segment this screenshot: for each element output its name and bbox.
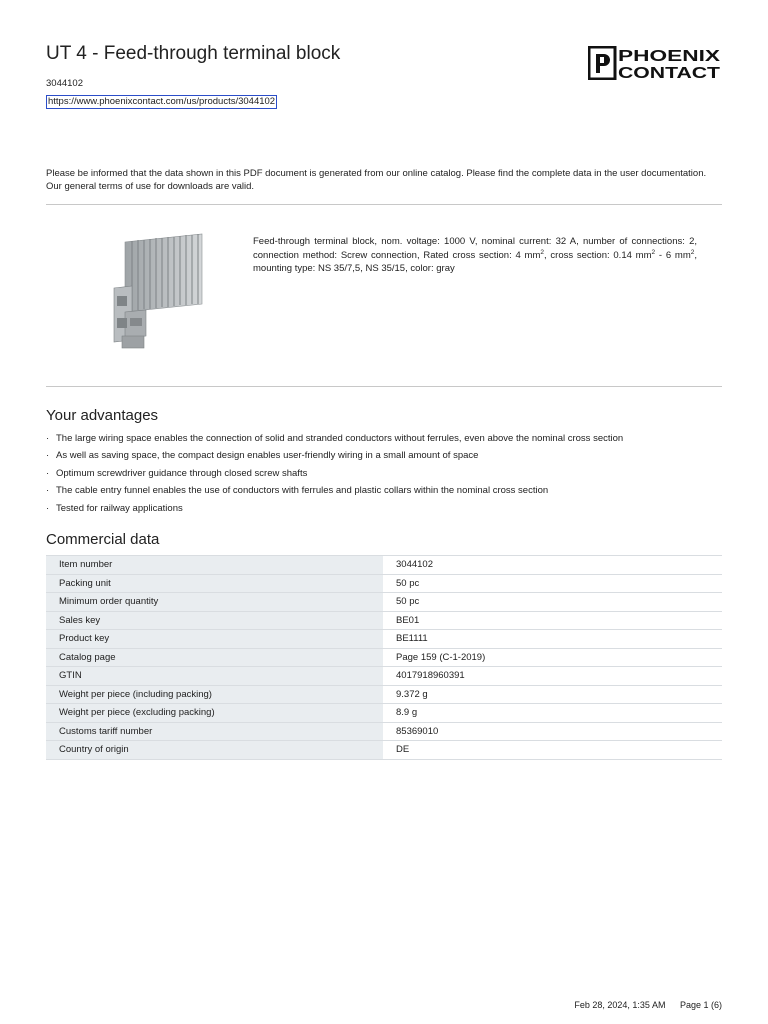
list-item: · The cable entry funnel enables the use of conductors with ferrules and plastic collars within the nominal cross section (46, 485, 549, 497)
bullet-icon: · (46, 450, 50, 462)
list-item: · The large wiring space enables the connection of solid and stranded conductors without ferrules, even above the nominal cross section (46, 433, 624, 444)
divider (46, 204, 722, 205)
footer-date: Feb 28, 2024, 1:35 AM (574, 1000, 666, 1010)
list-item: · Tested for railway applications (46, 502, 183, 514)
item-code: 3044102 (46, 78, 83, 89)
commercial-data-table (46, 555, 722, 760)
bullet-icon: · (46, 433, 50, 444)
product-url-link[interactable]: https://www.phoenixcontact.com/us/products/3044102 (48, 96, 276, 107)
bullet-icon: · (46, 502, 50, 514)
table-row: Catalog page Page 159 (C-1-2019) (46, 648, 722, 667)
footer-page-number: Page 1 (6) (679, 1000, 722, 1010)
table-row: Weight per piece (including packing) 9.372 g (46, 685, 722, 704)
table-row: Packing unit 50 pc (46, 574, 722, 593)
table-row: Sales key BE01 (46, 611, 722, 630)
list-item: · Optimum screwdriver guidance through closed screw shafts (46, 467, 308, 479)
table-row: Item number 3044102 (46, 556, 722, 575)
product-image (70, 232, 204, 356)
table-row: Weight per piece (excluding packing) 8.9 g (46, 704, 722, 723)
advantages-list (46, 432, 722, 519)
logo-text-phoenix: PHOENIX (618, 48, 721, 65)
catalog-notice: Please be informed that the data shown in this PDF document is generated from our online catalog. Please find the complete data in the user documentation. Our general terms of use for downloads are valid. (46, 168, 707, 192)
page-title: UT 4 - Feed-through terminal block (46, 43, 341, 64)
phoenix-contact-logo (588, 46, 722, 80)
table-row: Minimum order quantity 50 pc (46, 593, 722, 612)
page-footer (562, 1000, 722, 1010)
commercial-data-heading: Commercial data (46, 531, 160, 548)
table-row: Customs tariff number 85369010 (46, 722, 722, 741)
table-row: Country of origin DE (46, 741, 722, 760)
bullet-icon: · (46, 485, 50, 497)
advantages-heading: Your advantages (46, 407, 159, 424)
list-item: · As well as saving space, the compact design enables user-friendly wiring in a small amount of space (46, 450, 479, 462)
table-row: GTIN 4017918960391 (46, 667, 722, 686)
divider (46, 386, 722, 387)
logo-text-contact: CONTACT (618, 65, 721, 80)
product-description: Feed-through terminal block, nom. voltage: 1000 V, nominal current: 32 A, number of connections: 2, connection method: Screw connection, Rated cross section: 4 $mm^2$, cross section: 0.14 $mm^2 - 6$ $mm^2$, mounting type: NS 35/7,5, NS 35/15, color: gray (253, 236, 697, 274)
table-row: Product key BE1111 (46, 630, 722, 649)
bullet-icon: · (46, 467, 50, 479)
